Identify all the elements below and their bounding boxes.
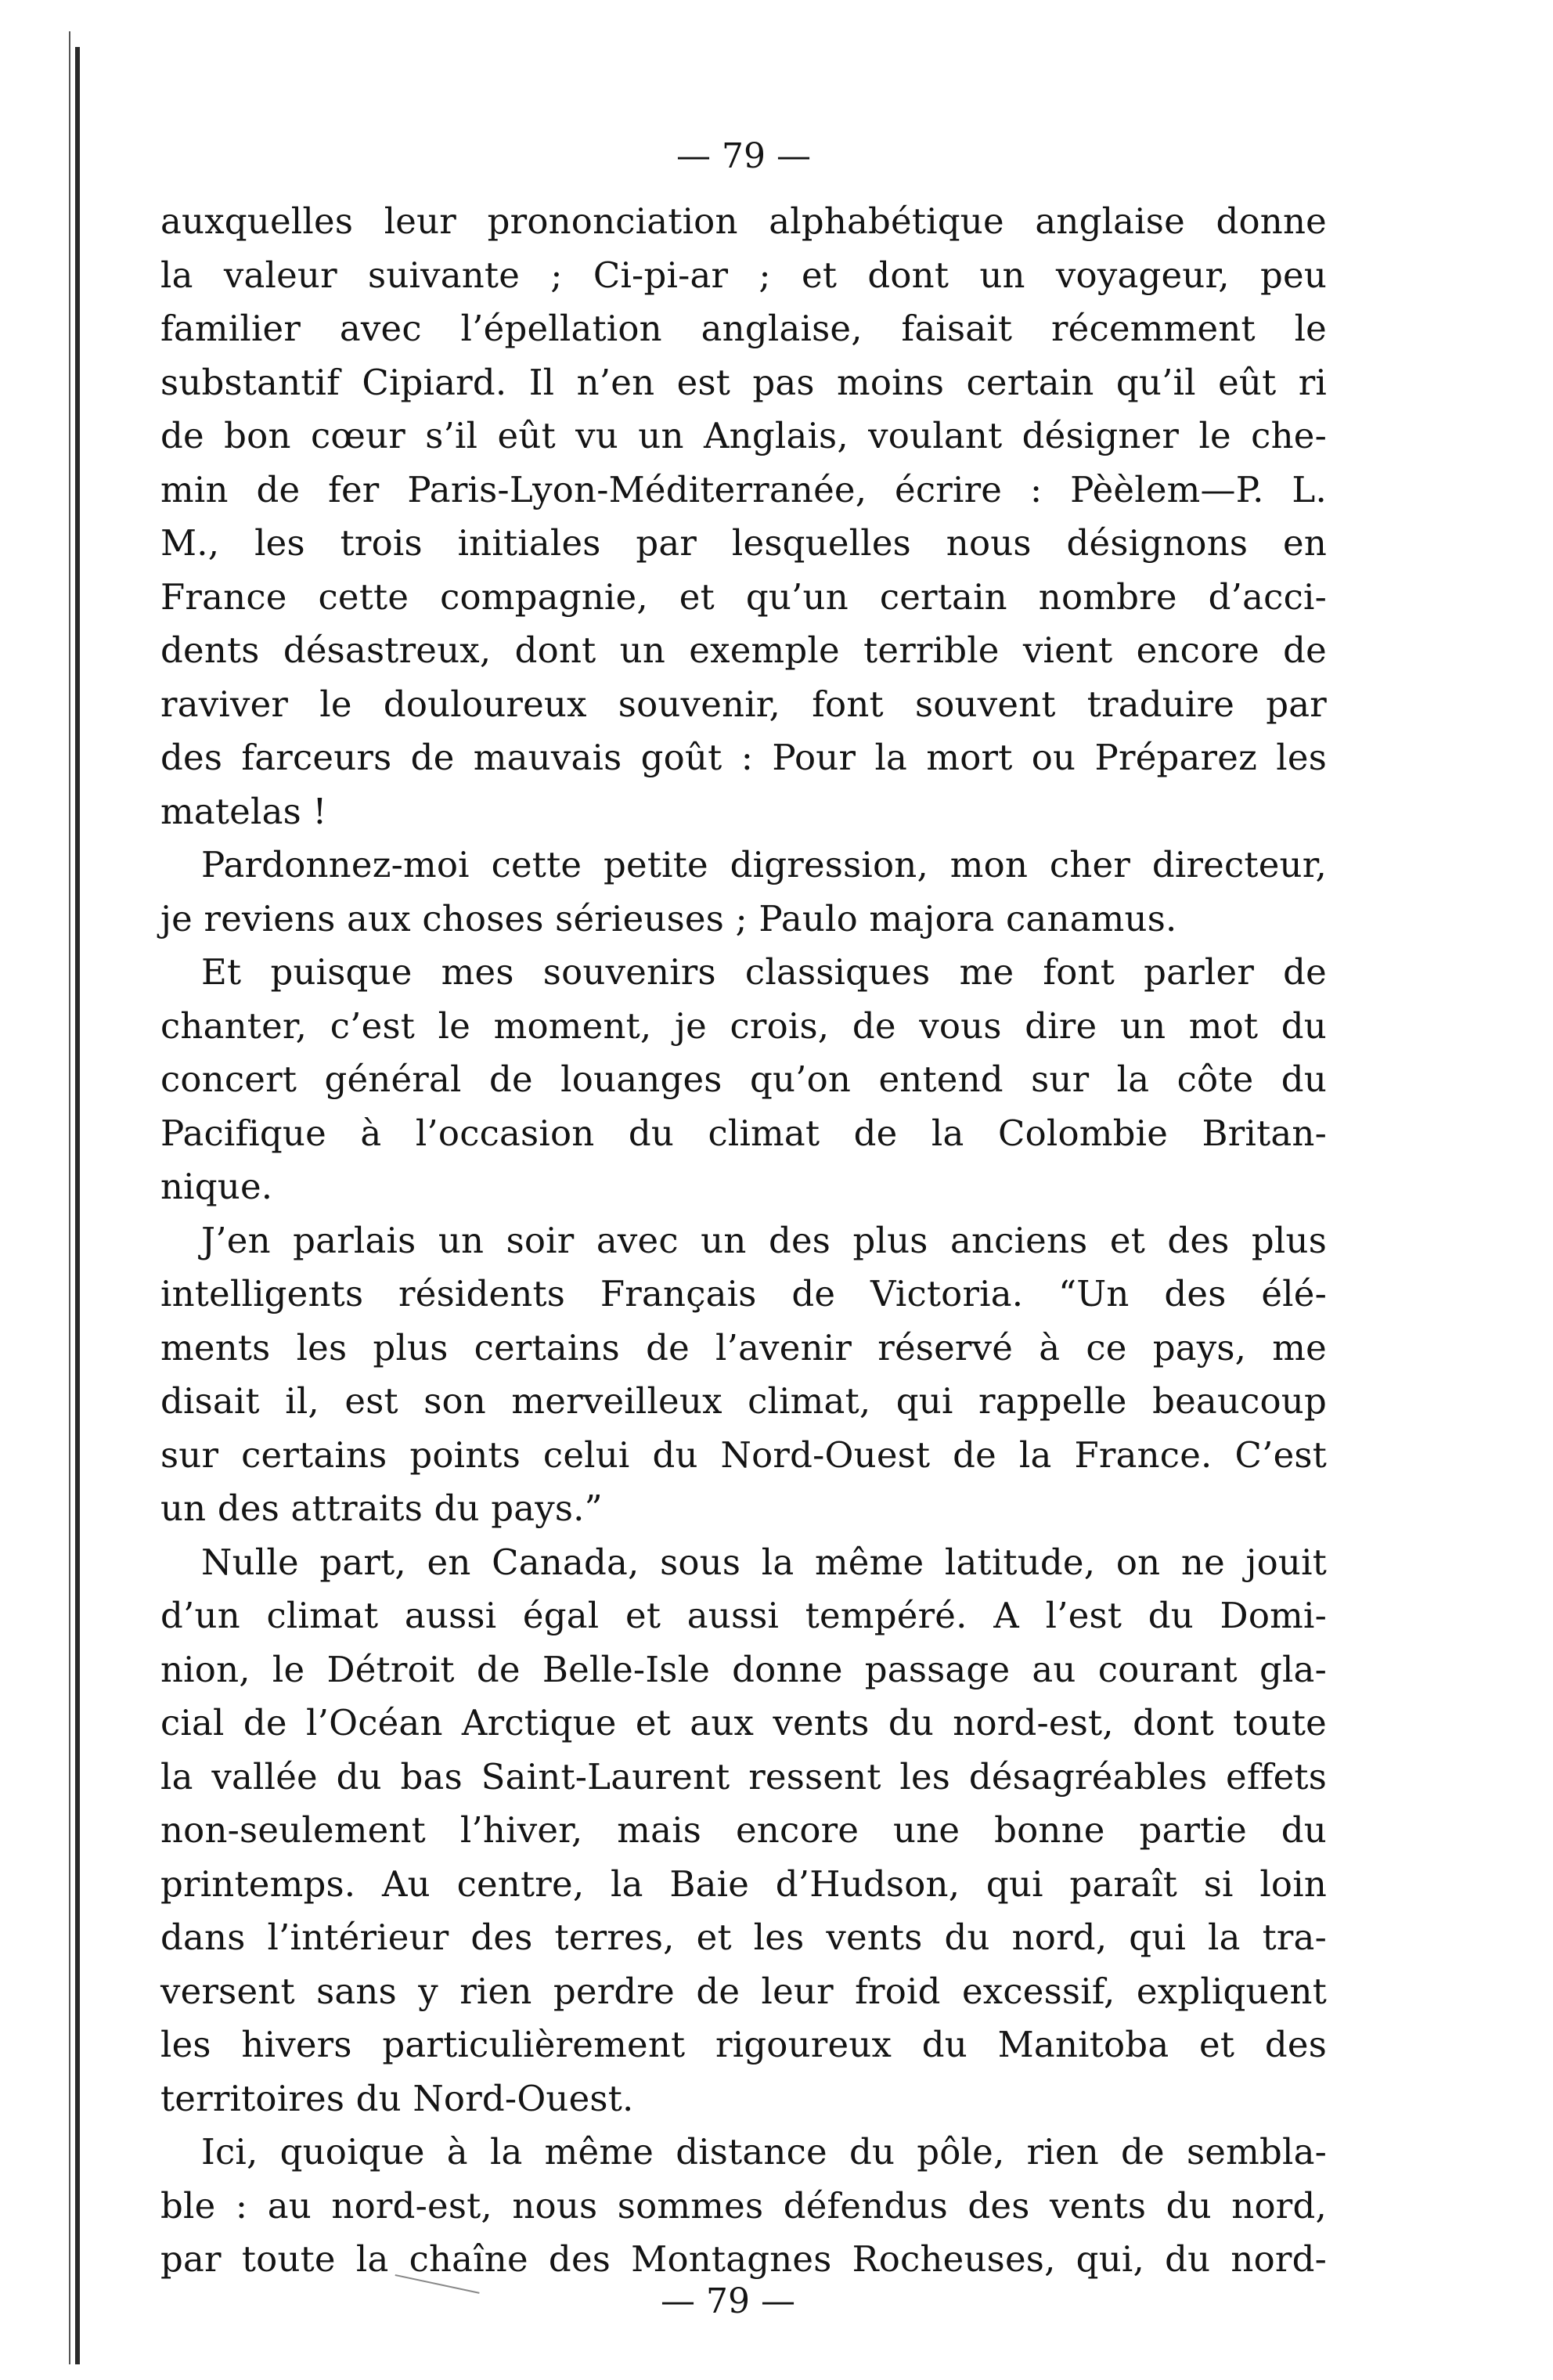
- text-line: Ici, quoique à la même distance du pôle, rien de sembla-: [201, 2131, 1327, 2173]
- text-line: dents désastreux, dont un exemple terrible vient encore de: [160, 629, 1327, 671]
- text-line: cial de l’Océan Arctique et aux vents du nord-est, dont toute: [160, 1702, 1327, 1744]
- text-line: M., les trois initiales par lesquelles nous désignons en: [160, 522, 1327, 564]
- text-line: raviver le douloureux souvenir, font souvent traduire par: [160, 683, 1327, 725]
- text-line: territoires du Nord-Ouest.: [160, 2077, 634, 2119]
- text-line: printemps. Au centre, la Baie d’Hudson, qui paraît si loin: [160, 1863, 1327, 1905]
- text-line: Nulle part, en Canada, sous la même latitude, on ne jouit: [201, 1541, 1327, 1583]
- text-line: auxquelles leur prononciation alphabétique anglaise donne: [160, 200, 1327, 242]
- text-line: disait il, est son merveilleux climat, qui rappelle beaucoup: [160, 1380, 1327, 1422]
- text-line: Et puisque mes souvenirs classiques me font parler de: [201, 951, 1327, 993]
- text-line: Pardonnez-moi cette petite digression, mon cher directeur,: [201, 844, 1327, 885]
- text-line: sur certains points celui du Nord-Ouest de la France. C’est: [160, 1433, 1327, 1476]
- text-line: chanter, c’est le moment, je crois, de vous dire un mot du: [160, 1004, 1327, 1047]
- text-line: nique.: [160, 1166, 273, 1207]
- text-line: je reviens aux choses sérieuses ; Paulo majora canamus.: [160, 897, 1177, 939]
- page-number-bottom: — 79 —: [661, 2281, 795, 2321]
- text-line: les hivers particulièrement rigoureux du Manitoba et des: [160, 2024, 1327, 2065]
- text-line: France cette compagnie, et qu’un certain nombre d’acci-: [160, 575, 1327, 618]
- page-binding-shadow: [69, 31, 70, 2364]
- text-line: la vallée du bas Saint-Laurent ressent les désagréables effets: [160, 1755, 1327, 1798]
- text-line: matelas !: [160, 790, 327, 832]
- text-line: ments les plus certains de l’avenir réservé à ce pays, me: [160, 1326, 1327, 1368]
- page-number-top: — 79 —: [676, 136, 811, 176]
- text-line: min de fer Paris-Lyon-Méditerranée, écrire : Pèèlem—P. L.: [160, 468, 1327, 510]
- text-line: intelligents résidents Français de Victoria. “Un des élé-: [160, 1273, 1327, 1314]
- text-line: Pacifique à l’occasion du climat de la Colombie Britan-: [160, 1112, 1327, 1154]
- text-line: par toute la chaîne des Montagnes Rocheuses, qui, du nord-: [160, 2238, 1327, 2280]
- page-text-body: [160, 195, 1327, 2287]
- text-line: familier avec l’épellation anglaise, faisait récemment le: [160, 308, 1327, 349]
- text-line: concert général de louanges qu’on entend sur la côte du: [160, 1058, 1327, 1100]
- text-line: dans l’intérieur des terres, et les vents du nord, qui la tra-: [160, 1917, 1327, 1958]
- text-line: un des attraits du pays.”: [160, 1488, 603, 1529]
- text-line: des farceurs de mauvais goût : Pour la mort ou Préparez les: [160, 737, 1327, 778]
- text-line: nion, le Détroit de Belle-Isle donne passage au courant gla-: [160, 1648, 1327, 1690]
- text-line: substantif Cipiard. Il n’en est pas moins certain qu’il eût ri: [160, 361, 1327, 403]
- text-line: J’en parlais un soir avec un des plus anciens et des plus: [201, 1219, 1327, 1261]
- page-binding-edge: [75, 47, 80, 2364]
- text-line: ble : au nord-est, nous sommes défendus des vents du nord,: [160, 2184, 1327, 2227]
- text-line: versent sans y rien perdre de leur froid excessif, expliquent: [160, 1970, 1327, 2012]
- text-line: d’un climat aussi égal et aussi tempéré. A l’est du Domi-: [160, 1595, 1327, 1636]
- text-line: de bon cœur s’il eût vu un Anglais, voulant désigner le che-: [160, 415, 1327, 456]
- text-line: non-seulement l’hiver, mais encore une bonne partie du: [160, 1809, 1327, 1851]
- book-page: [160, 137, 1327, 2287]
- text-line: la valeur suivante ; Ci-pi-ar ; et dont un voyageur, peu: [160, 254, 1327, 296]
